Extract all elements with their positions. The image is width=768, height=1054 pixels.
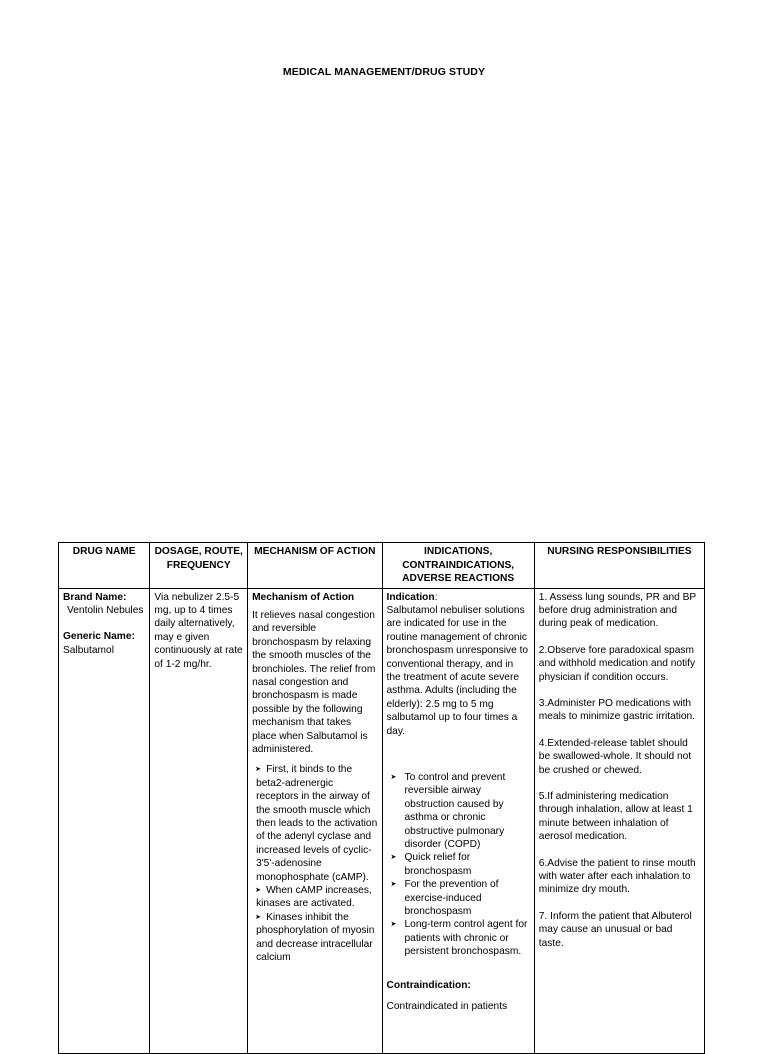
- indication-use: ➤ Quick relief for bronchospasm: [387, 851, 530, 878]
- page-title: MEDICAL MANAGEMENT/DRUG STUDY: [282, 66, 486, 78]
- indication-use: ➤ To control and prevent reversible airway obstruction caused by asthma or chronic obstructive pulmonary disorder (COPD): [387, 771, 530, 851]
- indication-uses: [387, 771, 530, 959]
- indication-label: Indication: [386, 591, 435, 603]
- drug-study-table: [58, 542, 705, 1054]
- drug-name-cell: [59, 588, 150, 1053]
- nursing-item: 6.Advise the patient to rinse mouth with water after each inhalation to minimize dry mouth.: [538, 857, 696, 896]
- mechanism-step: ➤ Kinases inhibit the phosphorylation of myosin and decrease intracellular calcium: [252, 911, 377, 965]
- nursing-item: 4.Extended-release tablet should be swallowed-whole. It should not be crushed or chewed.: [538, 737, 692, 776]
- nursing-item: 5.If administering medication through inhalation, allow at least 1 minute between inhalation of aerosol medication.: [538, 790, 693, 843]
- nursing-item: 3.Administer PO medications with meals to minimize gastric irritation.: [538, 697, 696, 723]
- generic-name-label: Generic Name:: [63, 631, 135, 643]
- indication-use: ➤ For the prevention of exercise-induced bronchospasm: [387, 878, 530, 918]
- header-dosage: DOSAGE, ROUTE, FREQUENCY: [150, 543, 248, 589]
- mechanism-step: ➤ First, it binds to the beta2-adrenergic receptors in the airway of the smooth muscle which then leads to the activation of the adenyl cyclase and increased levels of cyclic- 3'5'-adenosine monophosphate (cAMP).: [252, 763, 377, 884]
- mechanism-cell: [248, 588, 382, 1053]
- header-indications: INDICATIONS, CONTRAINDICATIONS, ADVERSE REACTIONS: [382, 543, 534, 589]
- indications-cell: Indication: Salbutamol nebuliser solutions are indicated for use in the routine management of chronic bronchospasm unresponsive to conventional therapy, and in the treatment of acute severe asthma. Adults (including the elderly): 2.5 mg to 5 mg salbutamol up to four times a day. ➤ To control and prevent reversible airway obstruction caused by asthma or chronic obstructive pulmonary disorder (COPD) ➤ Quick relief for bronchospasm ➤ For the prevention of exercise-induced bronchospasm ➤ Long-term control agent for patients with chronic or persistent bronchospasm. Contraindication: Contraindicated in patients: [382, 588, 534, 1053]
- indication-text: Salbutamol nebuliser solutions are indicated for use in the routine management of chronic bronchospasm unresponsive to conventional therapy, and in the treatment of acute severe asthma. Adults (including the elderly): 2.5 mg to 5 mg salbutamol up to four times a day.: [386, 604, 529, 737]
- mechanism-step: ➤ When cAMP increases, kinases are activated.: [252, 884, 377, 911]
- contraindication-text: Contraindicated in patients: [386, 1001, 508, 1013]
- mechanism-steps: [252, 763, 377, 964]
- indication-use: ➤ Long-term control agent for patients with chronic or persistent bronchospasm.: [387, 918, 530, 958]
- dosage-cell: [150, 588, 248, 1053]
- contraindication-label: Contraindication:: [386, 979, 471, 991]
- header-nursing: NURSING RESPONSIBILITIES: [534, 543, 704, 589]
- dosage-text: Via nebulizer 2.5-5 mg, up to 4 times daily alternatively, may e given continuously at rate of 1-2 mg/hr.: [154, 591, 243, 670]
- brand-name-label: Brand Name:: [63, 591, 127, 603]
- table-row: [59, 588, 705, 1053]
- nursing-cell: [534, 588, 704, 1053]
- generic-name-value: Salbutamol: [63, 644, 114, 656]
- mechanism-intro: It relieves nasal congestion and reversible bronchospasm by relaxing the smooth muscles of the bronchioles. The relief from nasal congestion and bronchospasm is made possible by the following mechanism that takes place when Salbutamol is administered.: [252, 609, 376, 755]
- mechanism-heading: Mechanism of Action: [252, 591, 355, 603]
- nursing-item: 1. Assess lung sounds, PR and BP before drug administration and during peak of medication.: [538, 591, 697, 630]
- brand-name-value: Ventolin Nebules: [67, 604, 144, 616]
- table-header-row: [59, 543, 705, 589]
- header-mechanism: MECHANISM OF ACTION: [248, 543, 382, 589]
- nursing-item: 2.Observe fore paradoxical spasm and withhold medication and notify physician if condition occurs.: [538, 644, 696, 683]
- header-drug-name: DRUG NAME: [59, 543, 150, 589]
- nursing-item: 7. Inform the patient that Albuterol may cause an unusual or bad taste.: [538, 910, 692, 949]
